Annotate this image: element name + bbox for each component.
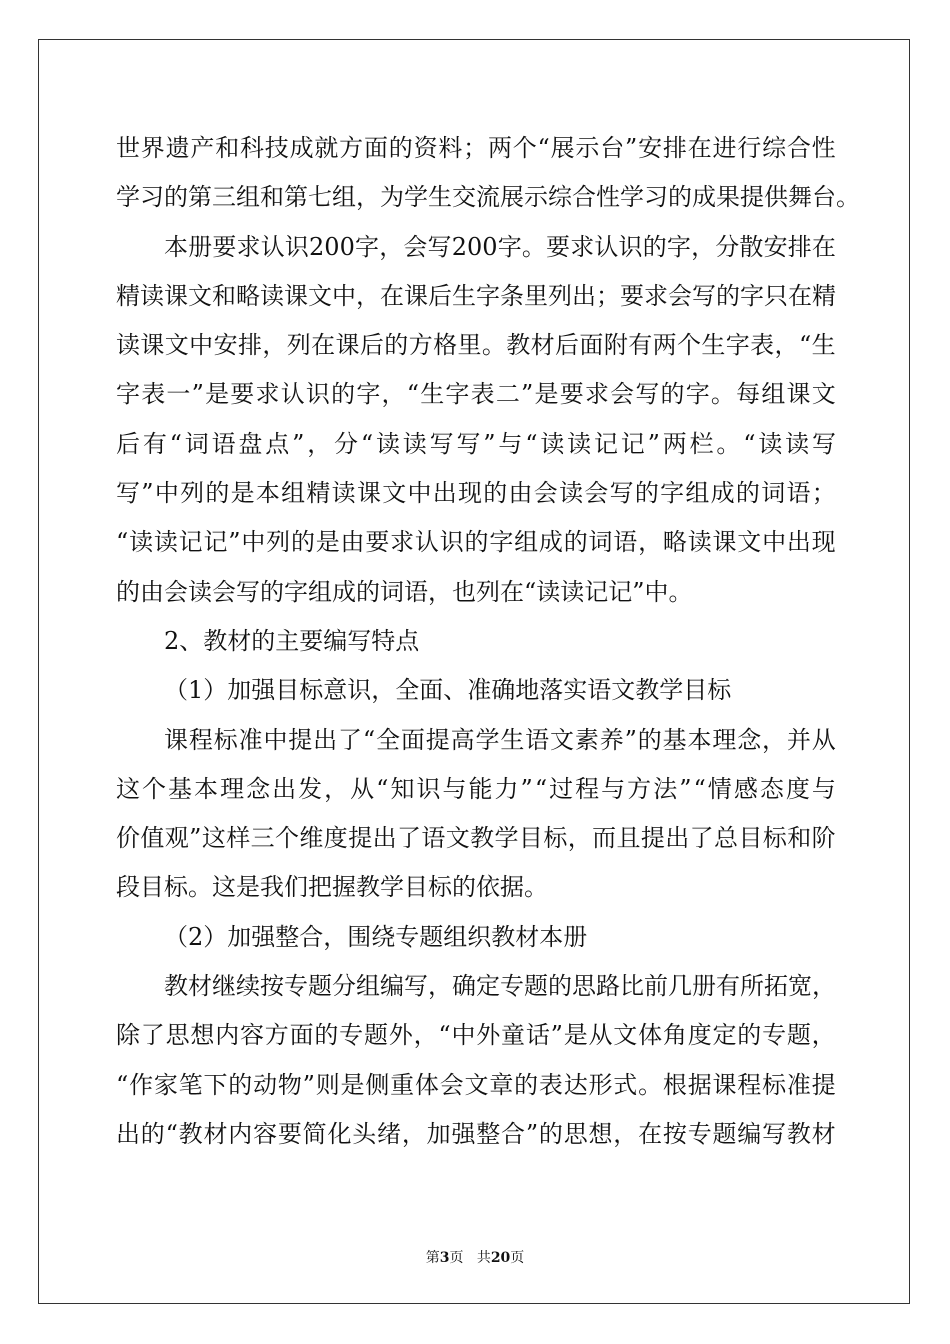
text-line: “ 读 读 记 记 ” 中 列 的 是 由 要 求 认 识 的 字 组 成 的 词 语 ， 略 读 课 文 中 出 现	[116, 528, 836, 557]
text-line: 本 册 要 求 认 识 200 字 ， 会 写 200 字 。 要 求 认 识 的 字 ， 分 散 安 排 在	[164, 232, 836, 261]
page-suffix: 页	[449, 1250, 464, 1266]
text-line: 精 读 课 文 和 略 读 课 文 中 ， 在 课 后 生 字 条 里 列 出 ； 要 求 会 写 的 字 只 在 精	[116, 281, 836, 310]
total-pages: 20	[490, 1250, 511, 1266]
text-line: 除 了 思 想 内 容 方 面 的 专 题 外 ， “ 中 外 童 话 ” 是 从 文 体 角 度 定 的 专 题 ，	[116, 1021, 836, 1050]
text-line: 段目标。这是我们把握教学目标的依据。	[116, 873, 548, 902]
text-line: 世 界 遗 产 和 科 技 成 就 方 面 的 资 料 ； 两 个 “ 展 示 台 ” 安 排 在 进 行 综 合 性	[116, 134, 836, 162]
text-line: 价 值 观 ” 这 样 三 个 维 度 提 出 了 语 文 教 学 目 标 ， 而 且 提 出 了 总 目 标 和 阶	[116, 824, 836, 853]
text-line: 学习的第三组和第七组，为学生交流展示综合性学习的成果提供舞台。	[116, 183, 860, 212]
text-line: 出 的 “ 教 材 内 容 要 简 化 头 绪 ， 加 强 整 合 ” 的 思 想 ， 在 按 专 题 编 写 教 材	[116, 1119, 836, 1148]
page-footer	[0, 1247, 950, 1267]
text-line: 的由会读会写的字组成的词语，也列在“读读记记”中。	[116, 577, 693, 606]
text-line: 教 材 继 续 按 专 题 分 组 编 写 ， 确 定 专 题 的 思 路 比 前 几 册 有 所 拓 宽 ，	[164, 972, 836, 1001]
text-line: 课 程 标 准 中 提 出 了 “ 全 面 提 高 学 生 语 文 素 养 ” 的 基 本 理 念 ， 并 从	[164, 725, 836, 754]
text-line: 2、教材的主要编写特点	[164, 626, 420, 655]
total-prefix: 共	[476, 1250, 491, 1266]
text-line: 这 个 基 本 理 念 出 发 ， 从 “ 知 识 与 能 力 ” “ 过 程 与 方 法 ” “ 情 感 态 度 与	[116, 774, 836, 803]
text-line: （1）加强目标意识，全面、准确地落实语文教学目标	[164, 676, 732, 705]
text-line: 后 有 “ 词 语 盘 点 ” ， 分 “ 读 读 写 写 ” 与 “ 读 读 记 记 ” 两 栏 。 “ 读 读 写	[116, 429, 836, 458]
text-line: 写 ” 中 列 的 是 本 组 精 读 课 文 中 出 现 的 由 会 读 会 写 的 字 组 成 的 词 语 ；	[116, 479, 836, 508]
text-line: （2）加强整合，围绕专题组织教材本册	[164, 922, 588, 951]
document-body	[116, 124, 860, 1159]
text-line: 字 表 一 ” 是 要 求 认 识 的 字 ， “ 生 字 表 二 ” 是 要 求 会 写 的 字 。 每 组 课 文	[116, 380, 836, 409]
page-prefix: 第	[425, 1250, 440, 1266]
page-number: 3	[439, 1250, 450, 1266]
text-line: “ 作 家 笔 下 的 动 物 ” 则 是 侧 重 体 会 文 章 的 表 达 形 式 。 根 据 课 程 标 准 提	[116, 1070, 836, 1099]
text-line: 读 课 文 中 安 排 ， 列 在 课 后 的 方 格 里 。 教 材 后 面 附 有 两 个 生 字 表 ， “ 生	[116, 331, 836, 360]
total-suffix: 页	[510, 1250, 525, 1266]
